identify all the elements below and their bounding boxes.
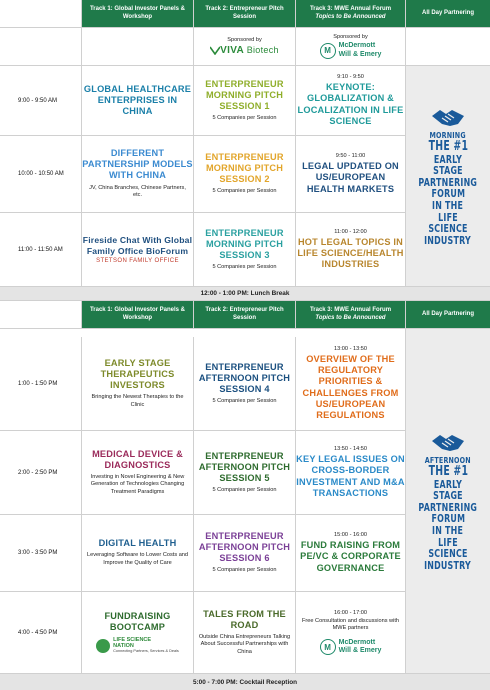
time-label: 11:00 - 11:50 AM [18, 246, 63, 253]
session-title: ENTERPRENEUR MORNING PITCH SESSION 1 [205, 78, 284, 111]
afternoon-track2-session [194, 337, 296, 431]
mwe-logo [320, 639, 382, 655]
session-title: KEYNOTE: GLOBALIZATION & LOCALIZATION IN LIFE SCIENCE [297, 82, 404, 126]
header-track3-label: Track 3: MWE Annual Forum [309, 307, 392, 313]
cocktail-reception-banner [0, 674, 490, 690]
spacer-row [0, 329, 406, 337]
time-slot [0, 592, 82, 674]
mwe-line1: McDermott [338, 639, 376, 646]
partnering-text: INDUSTRY [424, 558, 472, 572]
header-track2-label: Track 2: Entrepreneur Pitch Session [205, 6, 284, 20]
time-slot [0, 213, 82, 287]
afternoon-track1-session [82, 515, 194, 592]
session-desc: 5 Companies per Session [212, 567, 277, 574]
time-label: 9:00 - 9:50 AM [18, 97, 58, 104]
partnering-text: PARTNERING [418, 175, 478, 189]
session-title: ENTERPRENEUR MORNING PITCH SESSION 3 [205, 227, 284, 260]
time-slot [0, 337, 82, 431]
lunch-break-label: 12:00 - 1:00 PM: Lunch Break [200, 290, 290, 297]
header-track3-sub: Topics to Be Announced [315, 13, 386, 20]
session-time: 9:10 - 9:50 [337, 74, 364, 81]
header-track1 [82, 301, 194, 329]
time-slot [0, 66, 82, 136]
afternoon-track2-session [194, 431, 296, 515]
header-partnering-label: All Day Partnering [421, 9, 474, 16]
afternoon-track3-session [296, 431, 406, 515]
session-title: OVERVIEW OF THE REGULATORY PRIORITIES & CHALLENGES FROM US/EUROPEAN REGULATIONS [302, 354, 399, 420]
mwe-logo-text [339, 42, 382, 58]
session-title: HOT LEGAL TOPICS IN LIFE SCIENCE/HEALTH INDUSTRIES [297, 236, 404, 270]
sponsor-blank-time [0, 28, 82, 66]
lsn-line1: LIFE SCIENCE [113, 637, 152, 644]
partnering-text: THE #1 [428, 139, 468, 155]
afternoon-track1-session [82, 592, 194, 674]
stetson-family-office-logo: STETSON FAMILY OFFICE [96, 257, 179, 264]
time-label: 2:00 - 2:50 PM [18, 469, 58, 476]
partnering-text: INDUSTRY [424, 233, 472, 247]
lsn-line2: NATION [113, 643, 134, 650]
mwe-circle-icon: M [320, 639, 336, 655]
session-desc: Outside China Entrepreneurs Talking About Successful Partnerships with China [198, 633, 291, 655]
session-title: ENTERPRENEUR MORNING PITCH SESSION 2 [205, 152, 284, 185]
morning-track1-session [82, 213, 194, 287]
morning-partnering-panel [406, 66, 490, 287]
time-label: 10:00 - 10:50 AM [18, 171, 64, 177]
partnering-text: FORUM [431, 187, 465, 201]
session-title: TALES FROM THE ROAD [203, 608, 286, 630]
session-time: 9:50 - 11:00 [335, 153, 366, 160]
header-track3-label: Track 3: MWE Annual Forum [309, 6, 392, 12]
header-track2-label: Track 2: Entrepreneur Pitch Session [205, 307, 284, 321]
sponsor-blank-partner [406, 28, 490, 66]
morning-track2-session [194, 213, 296, 287]
sponsor-blank-track1 [82, 28, 194, 66]
header-track2 [194, 0, 296, 28]
partnering-text: EARLY STAGE [433, 152, 463, 178]
header-track1 [82, 0, 194, 28]
sponsor-track2 [194, 28, 296, 66]
header-track3 [296, 0, 406, 28]
viva-biotech-logo [210, 45, 279, 56]
session-desc: Investing in Novel Engineering & New Generation of Technologies Changing Treatment Paradigms [90, 473, 185, 495]
header-track3-sub: Topics to Be Announced [315, 314, 386, 321]
header-track1-label: Track 1: Global Investor Panels & Workshop [89, 6, 186, 20]
session-desc: 5 Companies per Session [212, 263, 277, 270]
morning-track3-session [296, 213, 406, 287]
session-title: KEY LEGAL ISSUES ON CROSS-BORDER INVESTMENT AND M&A TRANSACTIONS [296, 454, 405, 498]
mwe-line1: McDermott [338, 42, 376, 50]
morning-track2-session [194, 136, 296, 213]
session-title: ENTERPRENEUR AFTERNOON PITCH SESSION 5 [198, 450, 291, 483]
afternoon-track1-session [82, 431, 194, 515]
header-track1-label: Track 1: Global Investor Panels & Workshop [89, 307, 186, 321]
sponsor-track3-label: Sponsored by [333, 34, 368, 41]
time-slot [0, 431, 82, 515]
time-label: 1:00 - 1:50 PM [18, 380, 58, 387]
viva-name: VIVA [220, 45, 244, 56]
session-desc: Leveraging Software to Lower Costs and Improve the Quality of Care [86, 552, 189, 567]
lsn-text [113, 637, 179, 653]
session-time: 13:50 - 14:50 [334, 446, 367, 453]
lsn-tagline: Connecting Partners, Services & Deals [113, 649, 179, 654]
session-title: LEGAL UPDATED ON US/EUROPEAN HEALTH MARKETS [302, 161, 399, 194]
time-label: 4:00 - 4:50 PM [18, 629, 58, 636]
partnering-period-label: AFTERNOON [424, 455, 472, 465]
sponsor-track3 [296, 28, 406, 66]
session-title: Fireside Chat With Global Family Office BioForum [82, 235, 193, 256]
partnering-text: LIFE SCIENCE [428, 210, 468, 236]
afternoon-partnering-panel [406, 329, 490, 674]
morning-track3-session [296, 66, 406, 136]
morning-track2-session [194, 66, 296, 136]
header-track2 [194, 301, 296, 329]
header-partnering-label: All Day Partnering [421, 310, 474, 317]
sponsor-track2-label: Sponsored by [227, 37, 262, 43]
session-title: DIFFERENT PARTNERSHIP MODELS WITH CHINA [82, 148, 193, 181]
afternoon-track2-session [194, 592, 296, 674]
morning-track1-session [82, 136, 194, 213]
session-desc: Bringing the Newest Therapies to the Clinic [91, 394, 184, 408]
morning-track1-session [82, 66, 194, 136]
afternoon-track2-session [194, 515, 296, 592]
session-title: FUNDRAISING BOOTCAMP [104, 611, 171, 633]
partnering-text: EARLY STAGE [433, 477, 463, 503]
session-time: 16:00 - 17:00 [334, 609, 367, 616]
mwe-circle-icon: M [320, 43, 336, 59]
mwe-line2: Will & Emery [338, 647, 382, 655]
handshake-icon [430, 431, 466, 455]
viva-biotech: Biotech [246, 45, 279, 55]
session-title: ENTERPRENEUR AFTERNOON PITCH SESSION 6 [198, 531, 291, 564]
partnering-text: FORUM [431, 512, 465, 526]
header-track3 [296, 301, 406, 329]
afternoon-track3-session [296, 337, 406, 431]
lunch-break-banner [0, 287, 490, 301]
leaf-icon [210, 46, 220, 55]
partnering-text: LIFE SCIENCE [428, 535, 468, 561]
session-title: MEDICAL DEVICE & DIAGNOSTICS [92, 448, 183, 470]
session-time: 11:00 - 12:00 [334, 228, 367, 235]
header-partnering [406, 301, 490, 329]
afternoon-track1-session [82, 337, 194, 431]
mwe-line2: Will & Emery [338, 50, 382, 58]
header-blank [0, 0, 82, 28]
session-desc: 5 Companies per Session [212, 114, 277, 121]
session-desc: 5 Companies per Session [212, 188, 277, 195]
time-slot [0, 136, 82, 213]
handshake-icon [430, 106, 466, 130]
partnering-text: THE #1 [428, 464, 468, 480]
header-partnering [406, 0, 490, 28]
afternoon-track3-session [296, 515, 406, 592]
afternoon-track3-session [296, 592, 406, 674]
partnering-period-label: MORNING [429, 130, 467, 140]
session-time: 13:00 - 13:50 [334, 346, 367, 353]
cocktail-reception-label: 5:00 - 7:00 PM: Cocktail Reception [192, 678, 298, 686]
session-time: 15:00 - 16:00 [334, 532, 367, 539]
session-title: FUND RAISING FROM PE/VC & CORPORATE GOVERNANCE [300, 540, 401, 573]
morning-track3-session [296, 136, 406, 213]
session-title: DIGITAL HEALTH [98, 538, 177, 549]
session-title: ENTERPRENEUR AFTERNOON PITCH SESSION 4 [198, 361, 291, 394]
session-desc: 5 Companies per Session [212, 486, 277, 493]
time-slot [0, 515, 82, 592]
partnering-text: IN THE [432, 199, 464, 213]
partnering-text: PARTNERING [418, 500, 478, 514]
mwe-logo-text [339, 639, 382, 655]
life-science-nation-icon [96, 639, 110, 653]
session-title: EARLY STAGE THERAPEUTICS INVESTORS [100, 357, 175, 390]
time-label: 3:00 - 3:50 PM [18, 550, 58, 556]
partnering-text: IN THE [432, 524, 464, 538]
mwe-logo [320, 42, 382, 58]
life-science-nation-logo [96, 637, 179, 653]
session-title: GLOBAL HEALTHCARE ENTERPRISES IN CHINA [83, 83, 192, 117]
session-desc: Free Consultation and discussions with MWE partners [301, 617, 399, 632]
header-blank [0, 301, 82, 329]
session-desc: JV, China Branches, Chinese Partners, etc. [89, 184, 186, 199]
session-desc: 5 Companies per Session [212, 397, 277, 404]
